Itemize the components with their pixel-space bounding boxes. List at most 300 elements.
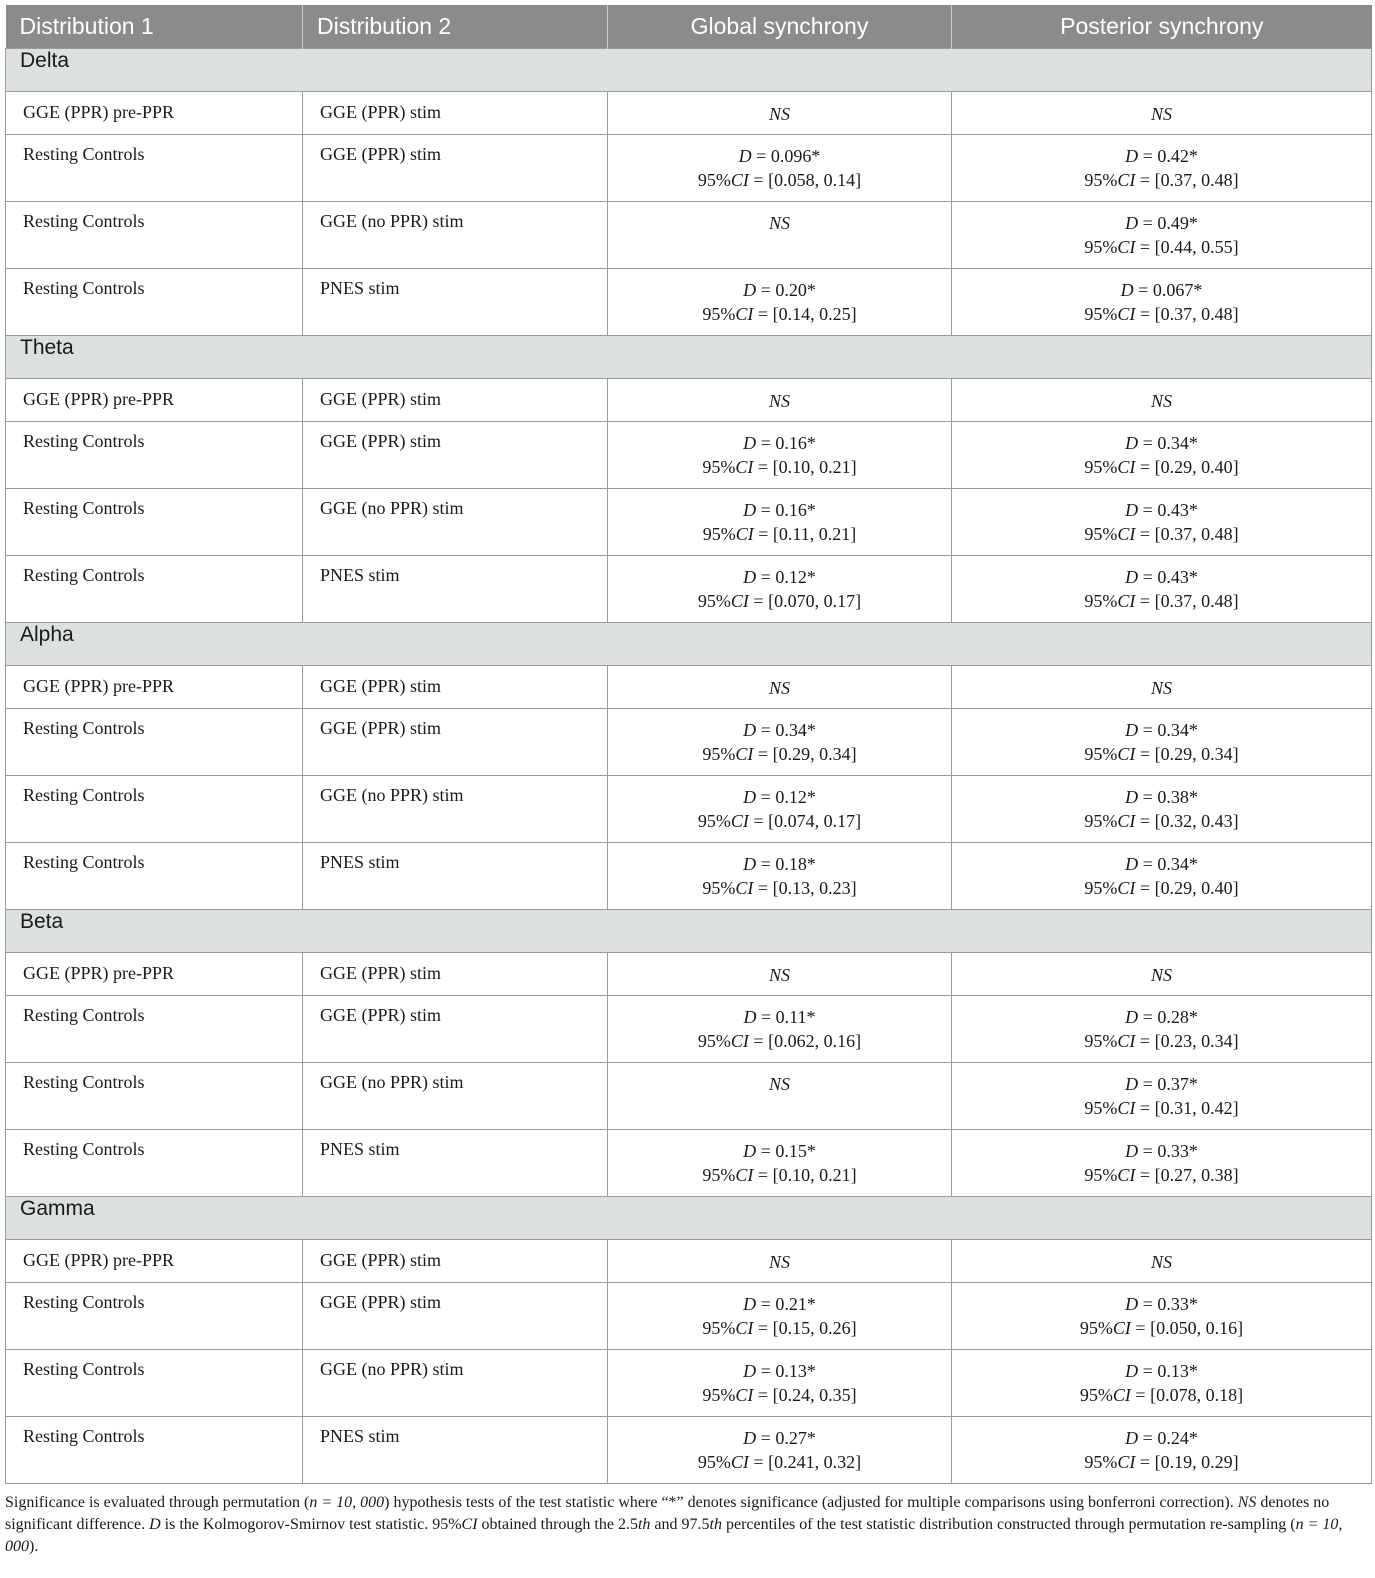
ci-symbol: CI — [1117, 590, 1136, 611]
posterior-synchrony-d-line — [969, 1072, 1354, 1096]
global-synchrony-d-line — [625, 852, 934, 876]
posterior-synchrony-cell — [952, 775, 1372, 842]
posterior-synchrony-ns: NS — [1150, 1251, 1172, 1272]
global-synchrony-ci-line — [625, 302, 934, 326]
global-synchrony-d-line — [625, 1139, 934, 1163]
global-synchrony-d-value: 0.20* — [775, 279, 816, 300]
posterior-synchrony-d-value: 0.38* — [1157, 786, 1198, 807]
ci-prefix: 95% — [702, 1317, 736, 1338]
posterior-synchrony-ci-line — [969, 1163, 1354, 1187]
ci-equals: = — [753, 1164, 773, 1185]
distribution-2-cell: GGE (PPR) stim — [303, 1239, 608, 1282]
distribution-1-cell: Resting Controls — [6, 268, 303, 335]
ci-symbol: CI — [1117, 236, 1136, 257]
footnote-text-6: and 97.5 — [650, 1515, 710, 1533]
distribution-1-cell: Resting Controls — [6, 775, 303, 842]
distribution-1-cell: Resting Controls — [6, 995, 303, 1062]
footnote-ns: NS — [1237, 1493, 1257, 1511]
ci-prefix: 95% — [1084, 456, 1118, 477]
global-synchrony-cell — [608, 1239, 952, 1282]
global-synchrony-d-value: 0.27* — [775, 1427, 816, 1448]
d-equals: = — [756, 1427, 776, 1448]
distribution-1-cell: Resting Controls — [6, 488, 303, 555]
posterior-synchrony-cell — [952, 842, 1372, 909]
ci-symbol: CI — [730, 590, 749, 611]
d-symbol: D — [1125, 1427, 1139, 1448]
table-row — [6, 842, 1372, 909]
ci-symbol: CI — [735, 743, 754, 764]
d-symbol: D — [1125, 1073, 1139, 1094]
posterior-synchrony-d-line — [969, 1359, 1354, 1383]
posterior-synchrony-cell — [952, 1282, 1372, 1349]
distribution-2-cell: GGE (PPR) stim — [303, 134, 608, 201]
posterior-synchrony-ci-value: [0.37, 0.48] — [1154, 303, 1239, 324]
posterior-synchrony-d-line — [969, 1426, 1354, 1450]
group-label: Theta — [6, 335, 1372, 378]
d-equals: = — [1133, 279, 1153, 300]
d-equals: = — [1138, 786, 1158, 807]
ci-symbol: CI — [1117, 1451, 1136, 1472]
posterior-synchrony-ci-value: [0.29, 0.40] — [1154, 456, 1239, 477]
d-symbol: D — [743, 853, 757, 874]
table-row — [6, 952, 1372, 995]
group-label: Beta — [6, 909, 1372, 952]
ci-equals: = — [753, 743, 773, 764]
global-synchrony-d-line — [625, 1359, 934, 1383]
ci-equals: = — [748, 810, 769, 831]
ci-prefix: 95% — [1084, 1164, 1118, 1185]
d-symbol: D — [743, 432, 757, 453]
d-equals: = — [1138, 566, 1158, 587]
global-synchrony-cell — [608, 775, 952, 842]
posterior-synchrony-cell — [952, 1416, 1372, 1483]
distribution-1-cell: Resting Controls — [6, 842, 303, 909]
d-symbol: D — [1125, 853, 1139, 874]
global-synchrony-d-line — [625, 431, 934, 455]
ci-prefix: 95% — [697, 1030, 731, 1051]
table-row — [6, 91, 1372, 134]
ci-symbol: CI — [735, 523, 754, 544]
d-symbol: D — [1125, 212, 1139, 233]
posterior-synchrony-cell — [952, 952, 1372, 995]
posterior-synchrony-d-line — [969, 144, 1354, 168]
global-synchrony-cell — [608, 952, 952, 995]
group-label: Delta — [6, 48, 1372, 91]
ci-symbol: CI — [735, 303, 754, 324]
global-synchrony-cell — [608, 421, 952, 488]
ci-equals: = — [1135, 169, 1155, 190]
global-synchrony-cell — [608, 1416, 952, 1483]
global-synchrony-ci-line — [625, 742, 934, 766]
ci-equals: = — [1135, 1097, 1155, 1118]
table-row — [6, 268, 1372, 335]
ci-equals: = — [753, 1317, 773, 1338]
footnote-text-1: Significance is evaluated through permutation ( — [5, 1493, 310, 1511]
posterior-synchrony-ci-line — [969, 168, 1354, 192]
global-synchrony-cell — [608, 555, 952, 622]
posterior-synchrony-ci-value: [0.29, 0.40] — [1154, 877, 1239, 898]
distribution-2-cell: PNES stim — [303, 1416, 608, 1483]
table-row — [6, 201, 1372, 268]
ci-equals: = — [1135, 456, 1155, 477]
d-symbol: D — [1125, 499, 1139, 520]
global-synchrony-d-value: 0.21* — [775, 1293, 816, 1314]
global-synchrony-ci-value: [0.062, 0.16] — [768, 1030, 862, 1051]
ci-prefix: 95% — [1084, 743, 1118, 764]
ci-prefix: 95% — [697, 590, 731, 611]
table-footnote — [5, 1492, 1371, 1558]
ci-prefix: 95% — [697, 169, 731, 190]
table-row — [6, 1416, 1372, 1483]
distribution-2-cell: GGE (PPR) stim — [303, 91, 608, 134]
global-synchrony-ns: NS — [768, 964, 790, 985]
table-row — [6, 421, 1372, 488]
ci-equals: = — [1135, 303, 1155, 324]
posterior-synchrony-ci-value: [0.37, 0.48] — [1154, 523, 1239, 544]
ci-symbol: CI — [1117, 1030, 1136, 1051]
distribution-2-cell: GGE (no PPR) stim — [303, 1349, 608, 1416]
table-row — [6, 1062, 1372, 1129]
group-label: Gamma — [6, 1196, 1372, 1239]
ci-prefix: 95% — [1084, 810, 1118, 831]
posterior-synchrony-cell — [952, 1062, 1372, 1129]
d-symbol: D — [743, 1140, 757, 1161]
footnote-text-8: ). — [29, 1537, 39, 1555]
d-symbol: D — [1125, 1360, 1139, 1381]
ci-prefix: 95% — [702, 1384, 736, 1405]
table-row — [6, 378, 1372, 421]
table-row — [6, 775, 1372, 842]
posterior-synchrony-d-value: 0.49* — [1157, 212, 1198, 233]
ci-prefix: 95% — [702, 1164, 736, 1185]
ci-equals: = — [753, 456, 773, 477]
posterior-synchrony-cell — [952, 1349, 1372, 1416]
posterior-synchrony-cell — [952, 708, 1372, 775]
ci-equals: = — [748, 1451, 769, 1472]
posterior-synchrony-ci-line — [969, 1383, 1354, 1407]
distribution-1-cell: Resting Controls — [6, 708, 303, 775]
table-row — [6, 1282, 1372, 1349]
global-synchrony-ci-line — [625, 589, 934, 613]
d-symbol: D — [1125, 145, 1139, 166]
global-synchrony-cell — [608, 995, 952, 1062]
posterior-synchrony-ci-value: [0.37, 0.48] — [1154, 169, 1239, 190]
posterior-synchrony-cell — [952, 201, 1372, 268]
distribution-2-cell: GGE (no PPR) stim — [303, 1062, 608, 1129]
posterior-synchrony-d-line — [969, 565, 1354, 589]
global-synchrony-ns: NS — [768, 212, 790, 233]
posterior-synchrony-ci-line — [969, 1029, 1354, 1053]
posterior-synchrony-ci-value: [0.27, 0.38] — [1154, 1164, 1239, 1185]
ci-prefix: 95% — [1084, 523, 1118, 544]
posterior-synchrony-ci-value: [0.32, 0.43] — [1154, 810, 1239, 831]
ci-equals: = — [1135, 1030, 1155, 1051]
global-synchrony-ci-value: [0.074, 0.17] — [768, 810, 862, 831]
posterior-synchrony-ci-value: [0.37, 0.48] — [1154, 590, 1239, 611]
distribution-1-cell: Resting Controls — [6, 201, 303, 268]
ci-symbol: CI — [735, 1317, 754, 1338]
global-synchrony-ci-value: [0.24, 0.35] — [772, 1384, 857, 1405]
d-symbol: D — [1125, 1006, 1139, 1027]
posterior-synchrony-ci-line — [969, 742, 1354, 766]
ci-equals: = — [1135, 743, 1155, 764]
posterior-synchrony-ci-line — [969, 522, 1354, 546]
ci-equals: = — [748, 1030, 769, 1051]
global-synchrony-ci-value: [0.10, 0.21] — [772, 1164, 857, 1185]
global-synchrony-d-value: 0.12* — [775, 566, 816, 587]
ci-symbol: CI — [1117, 743, 1136, 764]
ci-equals: = — [753, 877, 773, 898]
global-synchrony-ci-line — [625, 1383, 934, 1407]
footnote-text-4: is the Kolmogorov-Smirnov test statistic. 95% — [160, 1515, 462, 1533]
global-synchrony-ci-line — [625, 876, 934, 900]
global-synchrony-cell — [608, 665, 952, 708]
posterior-synchrony-ci-line — [969, 589, 1354, 613]
posterior-synchrony-d-value: 0.067* — [1152, 279, 1203, 300]
posterior-synchrony-d-value: 0.43* — [1157, 499, 1198, 520]
global-synchrony-ci-value: [0.15, 0.26] — [772, 1317, 857, 1338]
table-row — [6, 1129, 1372, 1196]
distribution-2-cell: GGE (no PPR) stim — [303, 201, 608, 268]
d-symbol: D — [743, 719, 757, 740]
global-synchrony-cell — [608, 1129, 952, 1196]
ci-prefix: 95% — [702, 877, 736, 898]
posterior-synchrony-d-value: 0.34* — [1157, 432, 1198, 453]
global-synchrony-cell — [608, 378, 952, 421]
ci-symbol: CI — [730, 1451, 749, 1472]
global-synchrony-ci-line — [625, 1450, 934, 1474]
distribution-1-cell: Resting Controls — [6, 1129, 303, 1196]
d-equals: = — [1138, 1293, 1158, 1314]
header-global-synchrony: Global synchrony — [608, 5, 952, 48]
global-synchrony-ns: NS — [768, 103, 790, 124]
d-symbol: D — [1125, 1293, 1139, 1314]
global-synchrony-cell — [608, 708, 952, 775]
d-symbol: D — [743, 1360, 757, 1381]
global-synchrony-d-line — [625, 718, 934, 742]
d-equals: = — [1138, 1360, 1158, 1381]
d-equals: = — [756, 499, 776, 520]
distribution-1-cell: Resting Controls — [6, 555, 303, 622]
ci-equals: = — [753, 303, 773, 324]
d-symbol: D — [1125, 786, 1139, 807]
global-synchrony-d-value: 0.18* — [775, 853, 816, 874]
posterior-synchrony-d-line — [969, 852, 1354, 876]
footnote-n-expression-1: n = 10, 000 — [309, 1493, 385, 1511]
d-equals: = — [1138, 719, 1158, 740]
posterior-synchrony-d-value: 0.33* — [1157, 1140, 1198, 1161]
table-row — [6, 555, 1372, 622]
posterior-synchrony-d-line — [969, 431, 1354, 455]
global-synchrony-d-value: 0.096* — [770, 145, 821, 166]
ci-equals: = — [1135, 877, 1155, 898]
ci-symbol: CI — [735, 877, 754, 898]
global-synchrony-ci-value: [0.13, 0.23] — [772, 877, 857, 898]
global-synchrony-cell — [608, 91, 952, 134]
d-equals: = — [1138, 432, 1158, 453]
ci-equals: = — [1135, 1451, 1155, 1472]
distribution-2-cell: PNES stim — [303, 1129, 608, 1196]
footnote-ci: CI — [461, 1515, 478, 1533]
posterior-synchrony-cell — [952, 268, 1372, 335]
posterior-synchrony-d-value: 0.34* — [1157, 719, 1198, 740]
posterior-synchrony-cell — [952, 91, 1372, 134]
d-symbol: D — [1125, 566, 1139, 587]
posterior-synchrony-ci-line — [969, 235, 1354, 259]
posterior-synchrony-ci-value: [0.29, 0.34] — [1154, 743, 1239, 764]
ci-prefix: 95% — [1084, 1451, 1118, 1472]
ci-symbol: CI — [1112, 1317, 1131, 1338]
posterior-synchrony-ci-value: [0.44, 0.55] — [1154, 236, 1239, 257]
results-table — [5, 5, 1372, 1484]
ci-prefix: 95% — [702, 456, 736, 477]
ci-symbol: CI — [730, 1030, 749, 1051]
global-synchrony-ci-value: [0.29, 0.34] — [772, 743, 857, 764]
ci-symbol: CI — [1117, 1097, 1136, 1118]
posterior-synchrony-cell — [952, 995, 1372, 1062]
ci-symbol: CI — [1117, 456, 1136, 477]
footnote-th-1: th — [637, 1515, 651, 1533]
table-page — [5, 5, 1371, 1558]
posterior-synchrony-ns: NS — [1150, 677, 1172, 698]
distribution-1-cell: GGE (PPR) pre-PPR — [6, 378, 303, 421]
posterior-synchrony-ci-line — [969, 1096, 1354, 1120]
ci-prefix: 95% — [1079, 1317, 1113, 1338]
global-synchrony-cell — [608, 488, 952, 555]
posterior-synchrony-cell — [952, 378, 1372, 421]
distribution-1-cell: GGE (PPR) pre-PPR — [6, 91, 303, 134]
distribution-1-cell: Resting Controls — [6, 1349, 303, 1416]
d-symbol: D — [743, 499, 757, 520]
table-row — [6, 1239, 1372, 1282]
posterior-synchrony-cell — [952, 488, 1372, 555]
footnote-text-3: denotes no significant difference. — [5, 1493, 1330, 1533]
global-synchrony-d-value: 0.34* — [775, 719, 816, 740]
posterior-synchrony-ci-line — [969, 809, 1354, 833]
global-synchrony-d-line — [625, 144, 934, 168]
ci-equals: = — [1135, 236, 1155, 257]
global-synchrony-ci-line — [625, 1163, 934, 1187]
global-synchrony-cell — [608, 268, 952, 335]
table-row — [6, 488, 1372, 555]
global-synchrony-d-line — [625, 785, 934, 809]
global-synchrony-d-line — [625, 565, 934, 589]
header-row — [6, 5, 1372, 48]
d-equals: = — [1138, 145, 1158, 166]
global-synchrony-ci-value: [0.058, 0.14] — [768, 169, 862, 190]
table-row — [6, 708, 1372, 775]
distribution-2-cell: GGE (PPR) stim — [303, 952, 608, 995]
global-synchrony-ns: NS — [768, 677, 790, 698]
global-synchrony-ns: NS — [768, 390, 790, 411]
posterior-synchrony-d-value: 0.28* — [1157, 1006, 1198, 1027]
d-equals: = — [756, 1140, 776, 1161]
global-synchrony-d-value: 0.16* — [775, 499, 816, 520]
posterior-synchrony-d-value: 0.42* — [1157, 145, 1198, 166]
global-synchrony-d-value: 0.16* — [775, 432, 816, 453]
ci-symbol: CI — [1117, 303, 1136, 324]
d-symbol: D — [1120, 279, 1134, 300]
posterior-synchrony-ci-value: [0.078, 0.18] — [1150, 1384, 1244, 1405]
posterior-synchrony-ci-line — [969, 455, 1354, 479]
ci-equals: = — [1135, 523, 1155, 544]
d-equals: = — [756, 432, 776, 453]
global-synchrony-cell — [608, 1282, 952, 1349]
distribution-2-cell: PNES stim — [303, 555, 608, 622]
posterior-synchrony-ci-line — [969, 876, 1354, 900]
d-equals: = — [1138, 1140, 1158, 1161]
posterior-synchrony-d-line — [969, 211, 1354, 235]
ci-equals: = — [1130, 1384, 1151, 1405]
global-synchrony-d-value: 0.13* — [775, 1360, 816, 1381]
group-row-theta — [6, 335, 1372, 378]
ci-prefix: 95% — [1084, 169, 1118, 190]
ci-equals: = — [1135, 1164, 1155, 1185]
posterior-synchrony-d-line — [969, 1292, 1354, 1316]
table-row — [6, 665, 1372, 708]
global-synchrony-d-value: 0.11* — [775, 1006, 816, 1027]
d-equals: = — [756, 1360, 776, 1381]
distribution-1-cell: Resting Controls — [6, 1282, 303, 1349]
global-synchrony-ci-value: [0.241, 0.32] — [768, 1451, 862, 1472]
d-symbol: D — [738, 145, 752, 166]
posterior-synchrony-cell — [952, 665, 1372, 708]
d-symbol: D — [743, 1006, 757, 1027]
d-symbol: D — [1125, 432, 1139, 453]
ci-prefix: 95% — [1084, 590, 1118, 611]
global-synchrony-d-line — [625, 498, 934, 522]
d-equals: = — [756, 786, 776, 807]
ci-prefix: 95% — [702, 303, 736, 324]
posterior-synchrony-d-value: 0.33* — [1157, 1293, 1198, 1314]
d-symbol: D — [743, 1427, 757, 1448]
ci-prefix: 95% — [1084, 303, 1118, 324]
global-synchrony-d-value: 0.12* — [775, 786, 816, 807]
distribution-1-cell: Resting Controls — [6, 421, 303, 488]
global-synchrony-ci-value: [0.10, 0.21] — [772, 456, 857, 477]
global-synchrony-d-line — [625, 1005, 934, 1029]
d-equals: = — [1138, 1427, 1158, 1448]
global-synchrony-ci-line — [625, 168, 934, 192]
d-symbol: D — [743, 1293, 757, 1314]
footnote-text-5: obtained through the 2.5 — [477, 1515, 638, 1533]
global-synchrony-cell — [608, 842, 952, 909]
posterior-synchrony-d-line — [969, 498, 1354, 522]
posterior-synchrony-ci-value: [0.31, 0.42] — [1154, 1097, 1239, 1118]
d-equals: = — [756, 566, 776, 587]
posterior-synchrony-d-value: 0.24* — [1157, 1427, 1198, 1448]
table-row — [6, 1349, 1372, 1416]
ci-symbol: CI — [1117, 810, 1136, 831]
posterior-synchrony-ci-line — [969, 302, 1354, 326]
header-posterior-synchrony: Posterior synchrony — [952, 5, 1372, 48]
d-equals: = — [756, 279, 776, 300]
d-symbol: D — [743, 786, 757, 807]
posterior-synchrony-d-value: 0.43* — [1157, 566, 1198, 587]
d-equals: = — [1138, 1006, 1158, 1027]
group-row-delta — [6, 48, 1372, 91]
global-synchrony-ns: NS — [768, 1073, 790, 1094]
ci-prefix: 95% — [1084, 1030, 1118, 1051]
posterior-synchrony-d-value: 0.37* — [1157, 1073, 1198, 1094]
posterior-synchrony-d-line — [969, 718, 1354, 742]
distribution-2-cell: GGE (PPR) stim — [303, 1282, 608, 1349]
d-symbol: D — [1125, 719, 1139, 740]
ci-prefix: 95% — [1079, 1384, 1113, 1405]
ci-equals: = — [1135, 590, 1155, 611]
distribution-1-cell: Resting Controls — [6, 1416, 303, 1483]
d-symbol: D — [743, 279, 757, 300]
